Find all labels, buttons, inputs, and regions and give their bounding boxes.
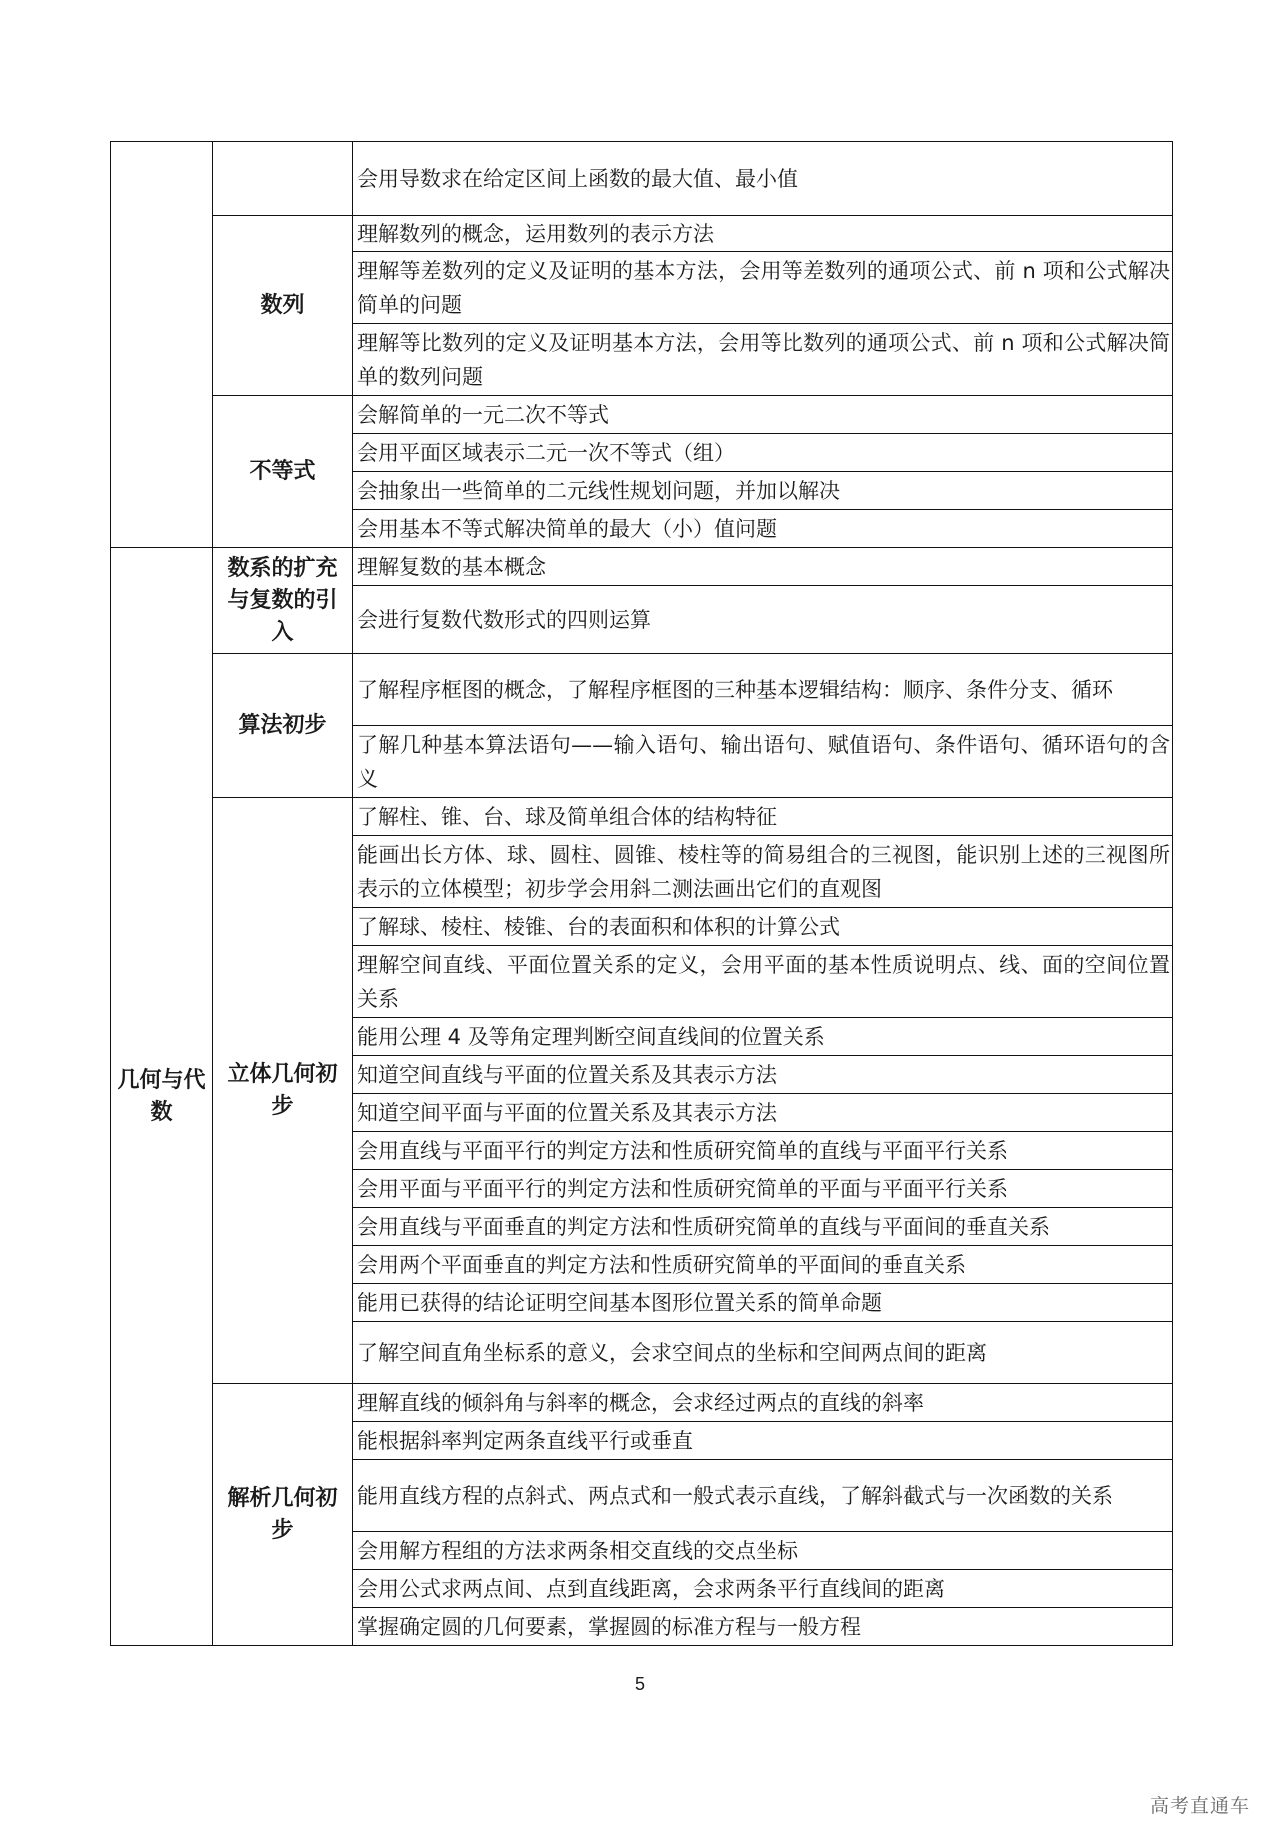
item-cell: 了解空间直角坐标系的意义，会求空间点的坐标和空间两点间的距离	[353, 1322, 1173, 1384]
item-cell: 会用平面区域表示二元一次不等式（组）	[353, 434, 1173, 472]
item-cell: 会用直线与平面垂直的判定方法和性质研究简单的直线与平面间的垂直关系	[353, 1208, 1173, 1246]
item-cell: 理解等差数列的定义及证明的基本方法，会用等差数列的通项公式、前 n 项和公式解决简单的问题	[353, 252, 1173, 324]
item-cell: 能画出长方体、球、圆柱、圆锥、棱柱等的简易组合的三视图，能识别上述的三视图所表示的立体模型；初步学会用斜二测法画出它们的直观图	[353, 836, 1173, 908]
table-row	[111, 216, 1173, 252]
table-row	[111, 798, 1173, 836]
item-cell: 会用解方程组的方法求两条相交直线的交点坐标	[353, 1532, 1173, 1570]
item-cell: 知道空间平面与平面的位置关系及其表示方法	[353, 1094, 1173, 1132]
page-number: 5	[634, 1674, 645, 1694]
item-cell: 会进行复数代数形式的四则运算	[353, 586, 1173, 654]
item-cell: 理解直线的倾斜角与斜率的概念，会求经过两点的直线的斜率	[353, 1384, 1173, 1422]
category-cell	[111, 142, 213, 548]
item-cell: 会抽象出一些简单的二元线性规划问题，并加以解决	[353, 472, 1173, 510]
item-cell: 理解等比数列的定义及证明基本方法，会用等比数列的通项公式、前 n 项和公式解决简单的数列问题	[353, 324, 1173, 396]
item-cell: 理解数列的概念，运用数列的表示方法	[353, 216, 1173, 252]
item-cell: 会用导数求在给定区间上函数的最大值、最小值	[353, 142, 1173, 216]
table-row	[111, 654, 1173, 726]
item-cell: 能用直线方程的点斜式、两点式和一般式表示直线，了解斜截式与一次函数的关系	[353, 1460, 1173, 1532]
item-cell: 了解程序框图的概念，了解程序框图的三种基本逻辑结构：顺序、条件分支、循环	[353, 654, 1173, 726]
item-cell: 了解柱、锥、台、球及简单组合体的结构特征	[353, 798, 1173, 836]
item-cell: 会用公式求两点间、点到直线距离，会求两条平行直线间的距离	[353, 1570, 1173, 1608]
item-cell: 理解复数的基本概念	[353, 548, 1173, 586]
subcategory-inequalities: 不等式	[213, 396, 353, 548]
item-cell: 会解简单的一元二次不等式	[353, 396, 1173, 434]
item-cell: 了解几种基本算法语句——输入语句、输出语句、赋值语句、条件语句、循环语句的含义	[353, 726, 1173, 798]
item-cell: 掌握确定圆的几何要素，掌握圆的标准方程与一般方程	[353, 1608, 1173, 1646]
item-cell: 会用基本不等式解决简单的最大（小）值问题	[353, 510, 1173, 548]
item-cell: 了解球、棱柱、棱锥、台的表面积和体积的计算公式	[353, 908, 1173, 946]
item-cell: 能根据斜率判定两条直线平行或垂直	[353, 1422, 1173, 1460]
category-geometry-algebra: 几何与代数	[111, 548, 213, 1646]
subcategory-algorithms: 算法初步	[213, 654, 353, 798]
subcategory-analytic-geometry: 解析几何初步	[213, 1384, 353, 1646]
subcategory-sequences: 数列	[213, 216, 353, 396]
item-cell: 能用已获得的结论证明空间基本图形位置关系的简单命题	[353, 1284, 1173, 1322]
table-row	[111, 142, 1173, 216]
subcategory-solid-geometry: 立体几何初步	[213, 798, 353, 1384]
item-cell: 知道空间直线与平面的位置关系及其表示方法	[353, 1056, 1173, 1094]
item-cell: 能用公理 4 及等角定理判断空间直线间的位置关系	[353, 1018, 1173, 1056]
subcategory-complex-numbers: 数系的扩充与复数的引入	[213, 548, 353, 654]
table-row	[111, 548, 1173, 586]
table-row	[111, 396, 1173, 434]
subcategory-cell	[213, 142, 353, 216]
watermark-text: 高考直通车	[1149, 1795, 1250, 1817]
item-cell: 会用两个平面垂直的判定方法和性质研究简单的平面间的垂直关系	[353, 1246, 1173, 1284]
item-cell: 理解空间直线、平面位置关系的定义，会用平面的基本性质说明点、线、面的空间位置关系	[353, 946, 1173, 1018]
table-row	[111, 1384, 1173, 1422]
syllabus-table	[110, 141, 1173, 1646]
item-cell: 会用直线与平面平行的判定方法和性质研究简单的直线与平面平行关系	[353, 1132, 1173, 1170]
item-cell: 会用平面与平面平行的判定方法和性质研究简单的平面与平面平行关系	[353, 1170, 1173, 1208]
